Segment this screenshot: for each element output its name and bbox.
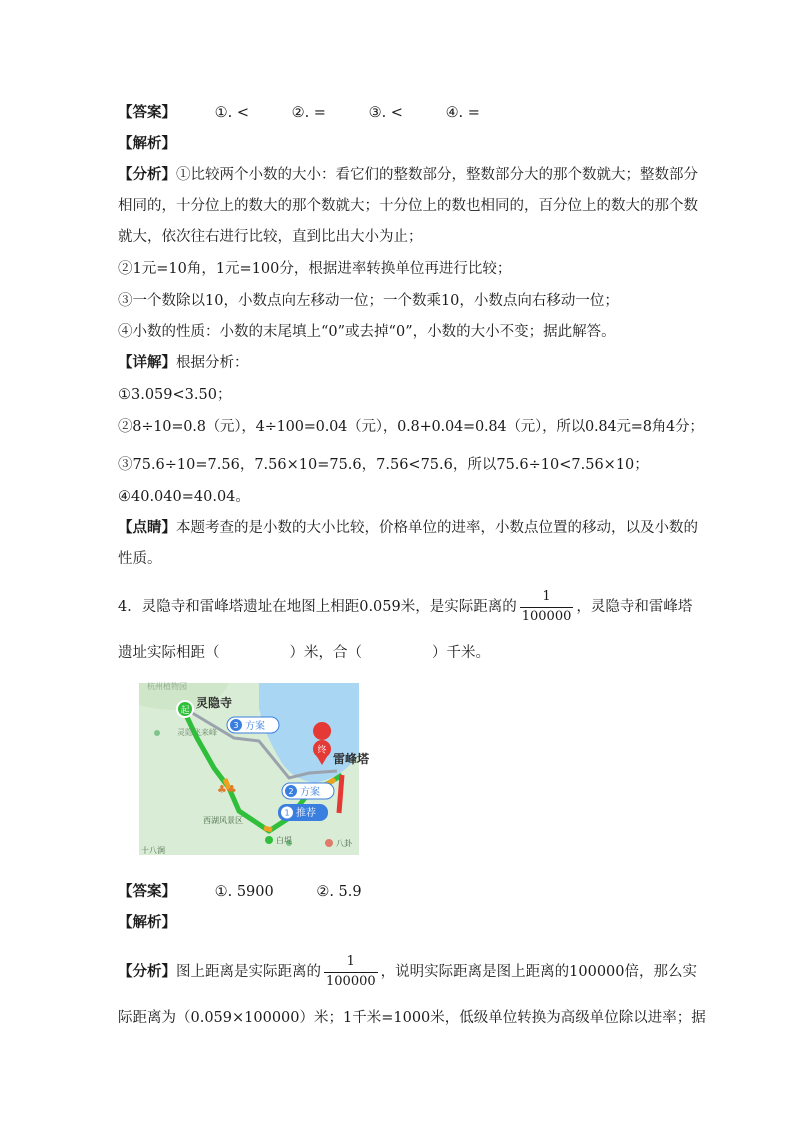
analysis-text: ①比较两个小数的大小：看它们的整数部分，整数部分大的那个数就大；整数部分 [176, 167, 698, 183]
answer-tag: 【答案】 [118, 884, 176, 900]
route3-number: 3 [233, 721, 239, 730]
q4-analysis-line-2: 际距离为（0.059×100000）米；1千米=1000米，低级单位转换为高级单位除以进率；据 [118, 1010, 706, 1026]
pagoda-icon: ♣♣ [217, 783, 237, 796]
detail-tag: 【详解】 [118, 355, 176, 371]
q4-analysis-fraction [324, 955, 378, 990]
route-orange-2 [264, 828, 272, 830]
q4-answer-2: ②. 5.9 [316, 884, 362, 900]
analysis-sub-tag: 【分析】 [118, 167, 176, 183]
q4-analysis-text-a: 图上距离是实际距离的 [176, 964, 321, 981]
poi-baidi: 白堤 [276, 836, 292, 845]
route1-number: 1 [284, 808, 290, 818]
fraction-numerator: 1 [346, 954, 355, 969]
analysis-tag: 【解析】 [118, 136, 176, 152]
q3-detail-header [118, 356, 249, 371]
start-badge: 起 [180, 706, 190, 716]
poi-top: 杭州植物园 [147, 682, 187, 691]
route2-label: 方案 [300, 787, 320, 798]
map-tree-dot [154, 730, 160, 736]
q4-analysis-text-b: ，说明实际距离是图上距离的100000倍，那么实 [380, 964, 697, 981]
q4-text-after: ，灵隐寺和雷峰塔 [576, 599, 693, 616]
q4-fraction [520, 590, 574, 625]
end-name: 雷峰塔 [333, 752, 370, 766]
poi-shiba: 十八涧 [141, 846, 165, 855]
answer-2: ②. = [291, 105, 326, 121]
fraction-denominator: 100000 [521, 608, 572, 624]
q4-line2-part-c: ）千米。 [432, 645, 490, 661]
q4-analysis-tag: 【解析】 [118, 915, 176, 931]
fraction-numerator: 1 [542, 589, 551, 604]
answer-tag: 【答案】 [118, 105, 176, 121]
q4-answer-line [118, 885, 362, 900]
q3-comment-line-1 [118, 521, 698, 536]
q4-text-before: 4．灵隐寺和雷峰塔遗址在地图上相距0.059米，是实际距离的 [118, 599, 517, 616]
route1-label: 推荐 [296, 808, 316, 819]
q3-analysis-line-2: 相同的，十分位上的数大的那个数就大；十分位上的数也相同的，百分位上的数大的那个数 [118, 198, 698, 214]
q3-analysis-line-5: ③一个数除以10，小数点向左移动一位；一个数乘10，小数点向右移动一位； [118, 293, 619, 309]
q3-detail-line-4: ④40.040=40.04。 [118, 489, 250, 505]
q4-question-line-2 [118, 646, 490, 661]
q4-question-line-1 [118, 590, 692, 625]
q4-line2-part-b: ）米，合（ [289, 645, 362, 661]
q3-answer-line [118, 106, 480, 121]
q4-analysis-line-1 [118, 955, 697, 990]
route2-number: 2 [288, 787, 294, 796]
route3-label: 方案 [245, 721, 265, 732]
q3-detail-line-3: ③75.6÷10=7.56，7.56×10=75.6，7.56<75.6，所以75.6÷10<7.56×10； [118, 457, 649, 473]
q4-analysis-sub-tag: 【分析】 [118, 964, 176, 981]
poi-feilai: 灵隐飞来峰 [177, 728, 217, 737]
comment-text: 本题考查的是小数的大小比较，价格单位的进率，小数点位置的移动，以及小数的 [176, 520, 698, 536]
end-badge: 终 [317, 745, 327, 756]
q4-line2-part-a: 遗址实际相距（ [118, 645, 220, 661]
answer-3: ③. < [368, 105, 403, 121]
poi-xihu: 西湖风景区 [203, 816, 243, 825]
q3-analysis-line-4: ②1元=10角，1元=100分，根据进率转换单位再进行比较； [118, 261, 512, 277]
poi-bagua: 八卦 [336, 839, 352, 848]
poi-bagua-icon [325, 839, 333, 847]
poi-baidi-icon [265, 836, 273, 844]
q4-answer-1: ①. 5900 [214, 884, 274, 900]
q3-analysis-line-1 [118, 168, 698, 183]
q3-comment-line-2: 性质。 [118, 551, 162, 567]
route-map-svg [139, 682, 370, 855]
detail-lead: 根据分析： [176, 355, 249, 371]
q3-analysis-line-3: 就大，依次往右进行比较，直到比出大小为止； [118, 229, 423, 245]
q3-detail-line-1: ①3.059<3.50； [118, 387, 232, 403]
q3-analysis-line-6: ④小数的性质：小数的末尾填上“0”或去掉“0”，小数的大小不变；据此解答。 [118, 324, 616, 340]
q3-detail-line-2: ②8÷10=0.8（元），4÷100=0.04（元），0.8+0.04=0.84（元），所以0.84元=8角4分； [118, 419, 704, 435]
answer-4: ④. = [445, 105, 480, 121]
answer-1: ①. < [214, 105, 249, 121]
fraction-denominator: 100000 [326, 973, 376, 989]
route-red [339, 775, 342, 813]
start-name: 灵隐寺 [196, 696, 233, 710]
comment-tag: 【点睛】 [118, 520, 176, 536]
route-map-image [139, 682, 370, 855]
